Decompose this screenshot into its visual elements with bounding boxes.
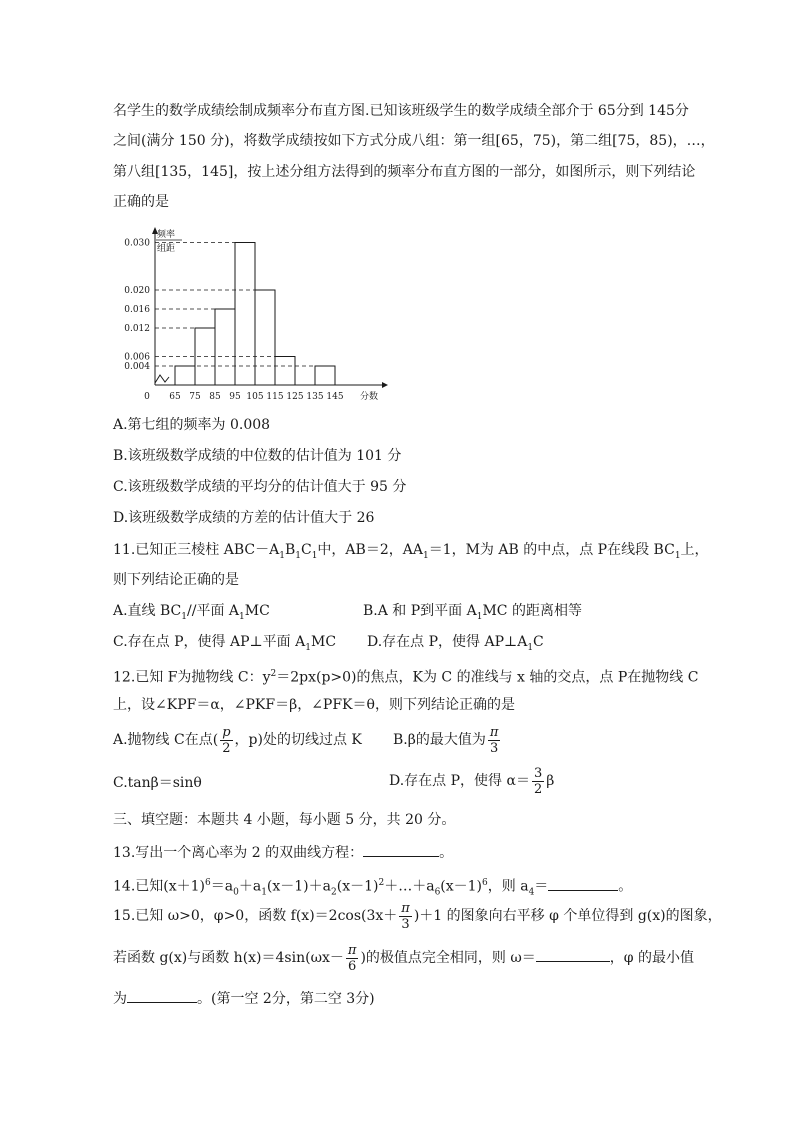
q14: 14.已知$(x+1)^6=a_0+a_1(x-1)+a_2(x-1)^2+\dots+a_6(x-1)^6$，则 $a_4=$ 。 [113, 873, 632, 902]
y-tick-label: 0.016 [124, 305, 150, 315]
q12-stem-2: 上，设∠KPF＝α，∠PKF＝β，∠PFK＝θ，则下列结论正确的是 [113, 697, 515, 713]
q15-line-3: 为 。(第一空 2分，第二空 3分) [113, 988, 375, 1009]
q12-option-d: D.存在点 P，使得 α＝ $\frac{3}{2}$ β [389, 765, 555, 797]
intro-line-1: 名学生的数学成绩绘制成频率分布直方图.已知该班级学生的数学成绩全部介于 65分到 145分 [113, 103, 689, 119]
q12-option-a: A.抛物线 C在点( $\frac{p}{2}$ ，p)处的切线过点 K [113, 724, 362, 756]
q15-line-1: 15.已知 ω>0，φ>0，函数 f(x)＝2cos(3x＋ $\frac{\pi}{3}$ )＋1 的图象向右平移 φ 个单位得到 g(x)的图象， [113, 900, 722, 932]
q11-option-a: A.直线 $BC_1//$平面 $A_1MC$ [113, 603, 270, 622]
q10-option-b: B.该班级数学成绩的中位数的估计值为 101 分 [113, 448, 402, 464]
x-tick-label: 115 [266, 392, 284, 402]
q10-option-c: C.该班级数学成绩的平均分的估计值大于 95 分 [113, 479, 407, 495]
origin-label: 0 [144, 392, 150, 402]
q12-option-b: B.β的最大值为 $\frac{\pi}{3}$ [393, 724, 499, 756]
q14-answer-blank[interactable] [548, 876, 618, 891]
y-tick-label: 0.006 [124, 352, 150, 363]
intro-line-2: 之间(满分 150 分)，将数学成绩按如下方式分成八组：第一组[65，75)，第二组[75，85)，…， [113, 133, 715, 149]
q11-option-d: D.存在点 P，使得 $AP\perp A_1C$ [367, 634, 544, 653]
histogram-bar [235, 243, 255, 386]
x-tick-label: 75 [189, 392, 201, 402]
x-tick-label: 125 [286, 392, 304, 402]
q12-option-c: C.tanβ＝sinθ [113, 775, 202, 791]
x-tick-label: 105 [246, 392, 264, 402]
x-tick-label: 85 [209, 392, 221, 402]
y-tick-label: 0.030 [124, 238, 150, 249]
q15-answer-blank-1[interactable] [536, 947, 610, 962]
histogram-bar [315, 366, 335, 385]
q10-option-a: A.第七组的频率为 0.008 [113, 417, 271, 433]
x-tick-label: 145 [326, 392, 344, 402]
q13-answer-blank[interactable] [363, 842, 439, 857]
y-label-top: 频率 [157, 230, 176, 240]
y-label-bottom: 组距 [157, 244, 176, 254]
histogram-bar [255, 290, 275, 385]
x-tick-label: 65 [169, 392, 181, 402]
frequency-histogram [110, 222, 400, 404]
y-tick-label: 0.012 [124, 324, 150, 334]
histogram-bar [215, 309, 235, 385]
q13: 13.写出一个离心率为 2 的双曲线方程： 。 [113, 842, 453, 863]
x-tick-label: 95 [229, 392, 241, 402]
histogram-bar [175, 366, 195, 385]
intro-line-3: 第八组[135，145]，按上述分组方法得到的频率分布直方图的一部分，如图所示，则下列结论 [113, 164, 696, 180]
q15-answer-blank-2[interactable] [127, 988, 197, 1003]
q11-option-c: C.存在点 P，使得 AP⊥平面 $A_1MC$ [113, 634, 337, 653]
q12-stem: 12.已知 F为抛物线 C：$y^2=2px(p>0)$的焦点，K为 C 的准线与 x 轴的交点，点 P在抛物线 C [113, 669, 699, 686]
q15-line-2: 若函数 g(x)与函数 h(x)＝4sin(ωx－ $\frac{\pi}{6}$ )的极值点完全相同，则 ω＝ ，φ 的最小值 [113, 942, 695, 974]
x-axis-label: 分数 [360, 392, 379, 402]
q11-stem: 11.已知正三棱柱 $ABC-A_1B_1C_1$中，AB＝2，$AA_1=1$，M为 AB 的中点，点 P在线段 $BC_1$上， [113, 542, 709, 561]
intro-line-4: 正确的是 [113, 194, 169, 210]
q10-option-d: D.该班级数学成绩的方差的估计值大于 26 [113, 510, 375, 526]
q11-option-b: B.A 和 P到平面 $A_1MC$ 的距离相等 [363, 603, 582, 622]
y-tick-label: 0.004 [124, 362, 150, 372]
axis-break [155, 375, 169, 383]
section-3-heading: 三、填空题：本题共 4 小题，每小题 5 分，共 20 分。 [113, 812, 456, 828]
q11-stem-2: 则下列结论正确的是 [113, 572, 239, 588]
histogram-bar [275, 357, 295, 386]
x-tick-label: 135 [306, 392, 324, 402]
y-tick-label: 0.020 [124, 286, 150, 296]
x-axis-arrow [382, 382, 388, 388]
